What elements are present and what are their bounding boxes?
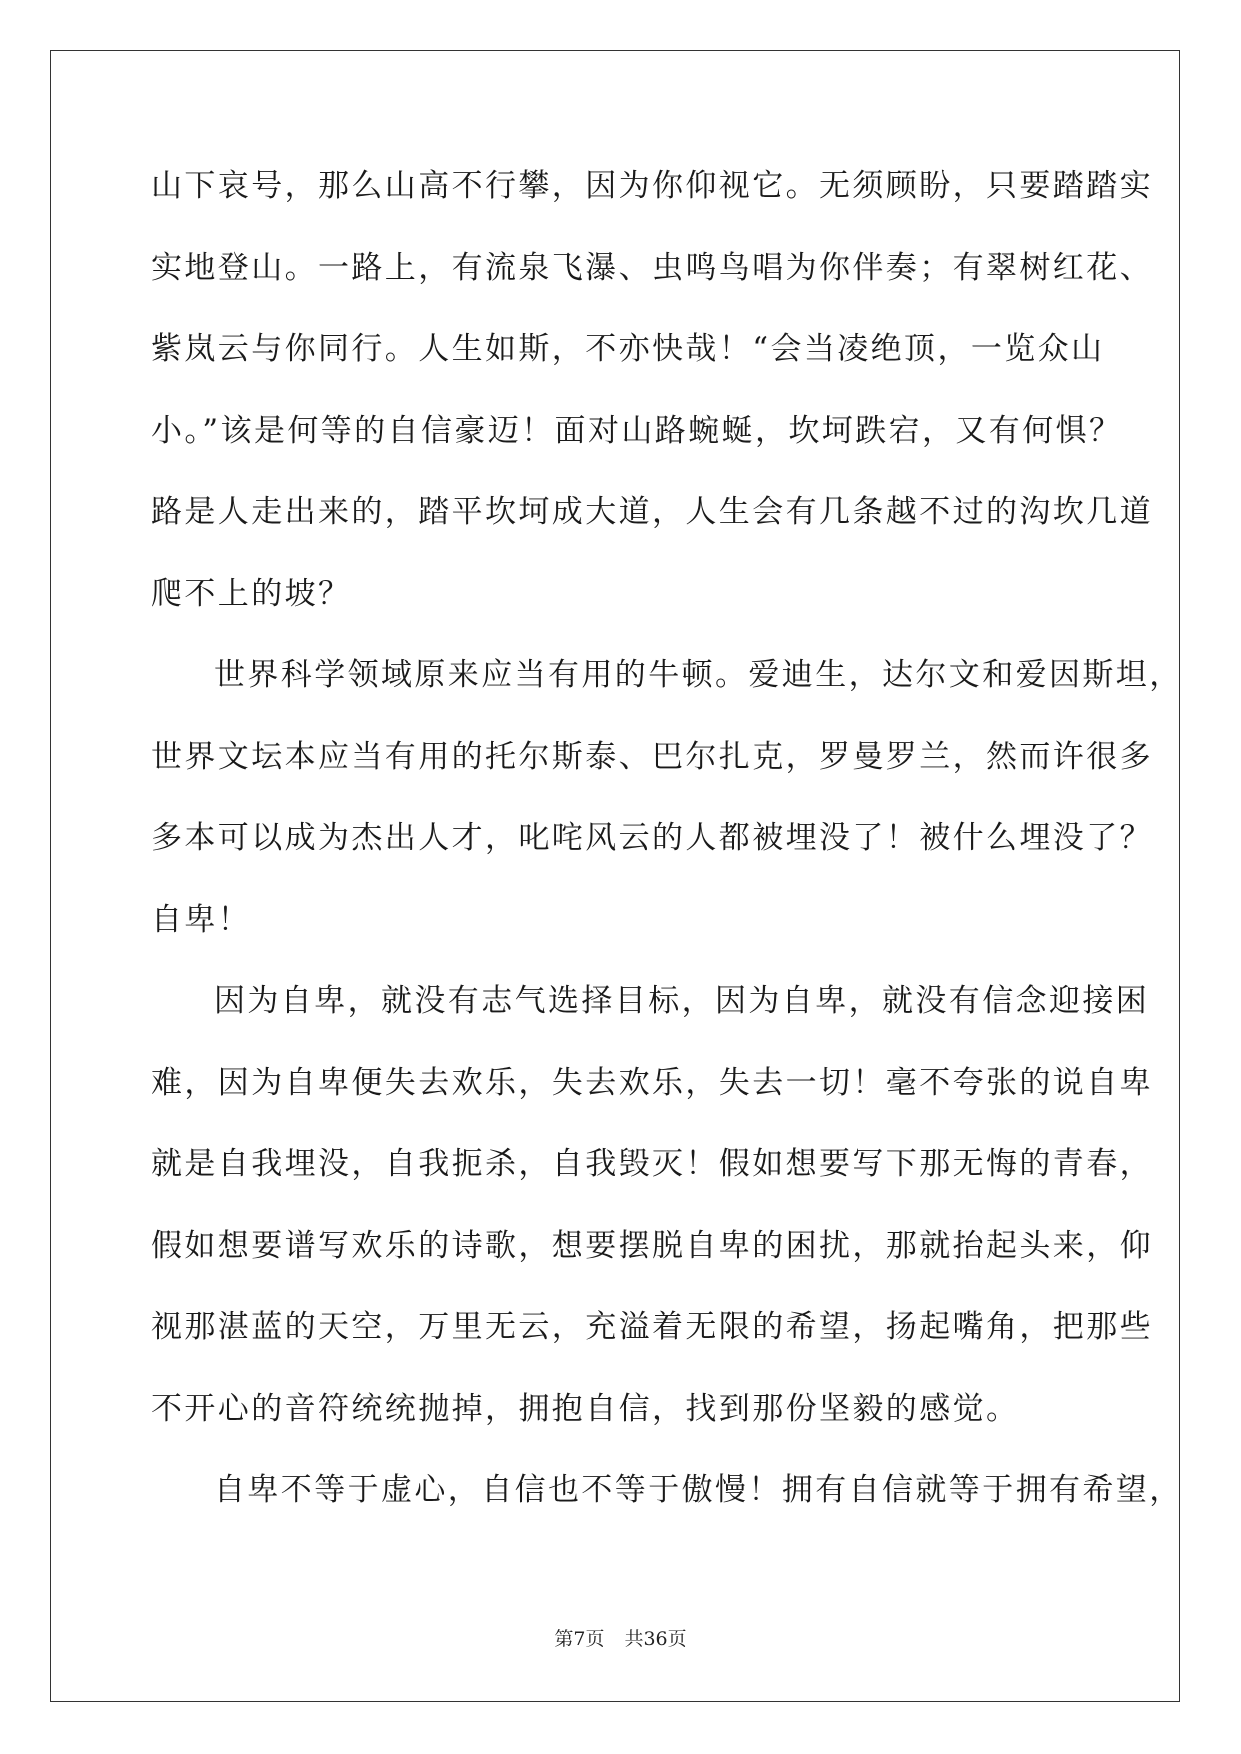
text-line: 难，因为自卑便失去欢乐，失去欢乐，失去一切！毫不夸张的说自卑 <box>151 1064 1153 1101</box>
document-body <box>151 166 1183 1552</box>
paragraph-first-line: 自卑不等于虚心，自信也不等于傲慢！拥有自信就等于拥有希望， <box>214 1472 1183 1508</box>
text-line: 就是自我埋没，自我扼杀，自我毁灭！假如想要写下那无悔的青春， <box>151 1146 1153 1182</box>
paragraph-first-line: 因为自卑，就没有志气选择目标，因为自卑，就没有信念迎接困 <box>214 983 1150 1019</box>
text-line: 小。”该是何等的自信豪迈！面对山路蜿蜒，坎坷跌宕，又有何惧？ <box>151 412 1123 449</box>
text-line: 爬不上的坡？ <box>151 575 352 612</box>
text-line: 路是人走出来的，踏平坎坷成大道，人生会有几条越不过的沟坎几道 <box>151 494 1153 530</box>
page-total: 共36页 <box>624 1628 687 1650</box>
text-line: 紫岚云与你同行。人生如斯，不亦快哉！“会当凌绝顶，一览众山 <box>151 331 1105 367</box>
text-line: 世界文坛本应当有用的托尔斯泰、巴尔扎克，罗曼罗兰，然而许很多 <box>151 738 1153 775</box>
text-line: 假如想要谱写欢乐的诗歌，想要摆脱自卑的困扰，那就抬起头来，仰 <box>151 1227 1153 1264</box>
page-number: 第7页 <box>554 1628 605 1650</box>
text-line: 山下哀号，那么山高不行攀，因为你仰视它。无须顾盼，只要踏踏实 <box>151 168 1153 204</box>
text-line: 视那湛蓝的天空，万里无云，充溢着无限的希望，扬起嘴角，把那些 <box>151 1309 1153 1345</box>
page-footer <box>0 1624 1241 1651</box>
paragraph-first-line: 世界科学领域原来应当有用的牛顿。爱迪生，达尔文和爱因斯坦， <box>214 657 1183 693</box>
text-line: 实地登山。一路上，有流泉飞瀑、虫鸣鸟唱为你伴奏；有翠树红花、 <box>151 249 1153 286</box>
text-line: 不开心的音符统统抛掉，拥抱自信，找到那份坚毅的感觉。 <box>151 1390 1020 1427</box>
text-line: 自卑！ <box>151 901 252 938</box>
text-line: 多本可以成为杰出人才，叱咤风云的人都被埋没了！被什么埋没了？ <box>151 820 1153 856</box>
